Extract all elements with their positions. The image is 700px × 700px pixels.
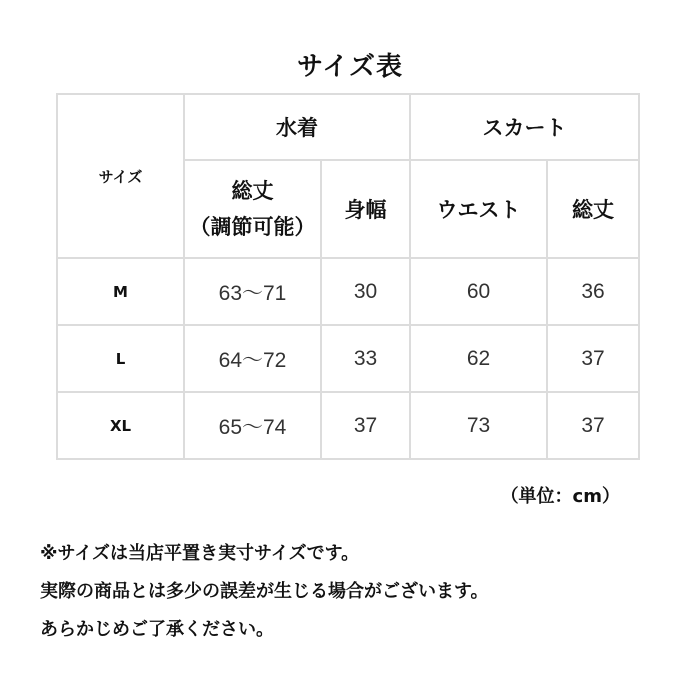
skirt-waist-cell: 60 bbox=[410, 258, 547, 325]
swimwear-group-header: 水着 bbox=[184, 94, 410, 160]
swim-length-cell: 63〜71 bbox=[184, 258, 321, 325]
size-label: L bbox=[57, 325, 184, 392]
skirt-length-header: 総丈 bbox=[547, 160, 639, 258]
skirt-waist-cell: 73 bbox=[410, 392, 547, 459]
skirt-group-header: スカート bbox=[410, 94, 639, 160]
unit-note: （単位：cm） bbox=[500, 486, 620, 507]
swim-length-header-line1: 総丈 bbox=[231, 179, 274, 203]
skirt-length-cell: 37 bbox=[547, 392, 639, 459]
table-row bbox=[57, 325, 639, 392]
swim-length-cell: 65〜74 bbox=[184, 392, 321, 459]
swim-length-header bbox=[184, 160, 321, 258]
size-label: XL bbox=[57, 392, 184, 459]
skirt-length-cell: 36 bbox=[547, 258, 639, 325]
swim-length-cell: 64〜72 bbox=[184, 325, 321, 392]
skirt-waist-header: ウエスト bbox=[410, 160, 547, 258]
table-row bbox=[57, 392, 639, 459]
note-line: 実際の商品とは多少の誤差が生じる場合がございます。 bbox=[40, 581, 489, 602]
note-line: ※サイズは当店平置き実寸サイズです。 bbox=[40, 543, 360, 564]
table-header-row bbox=[57, 94, 639, 160]
page-title: サイズ表 bbox=[297, 52, 403, 82]
swim-width-cell: 33 bbox=[321, 325, 410, 392]
size-table bbox=[56, 93, 640, 460]
swim-width-cell: 37 bbox=[321, 392, 410, 459]
size-column-header: サイズ bbox=[57, 94, 184, 258]
swim-length-header-line2: （調節可能） bbox=[189, 215, 316, 239]
swim-width-cell: 30 bbox=[321, 258, 410, 325]
table-row bbox=[57, 258, 639, 325]
swim-width-header: 身幅 bbox=[321, 160, 410, 258]
size-label: M bbox=[57, 258, 184, 325]
skirt-length-cell: 37 bbox=[547, 325, 639, 392]
skirt-waist-cell: 62 bbox=[410, 325, 547, 392]
notes bbox=[40, 535, 489, 649]
note-line: あらかじめご了承ください。 bbox=[40, 619, 274, 640]
